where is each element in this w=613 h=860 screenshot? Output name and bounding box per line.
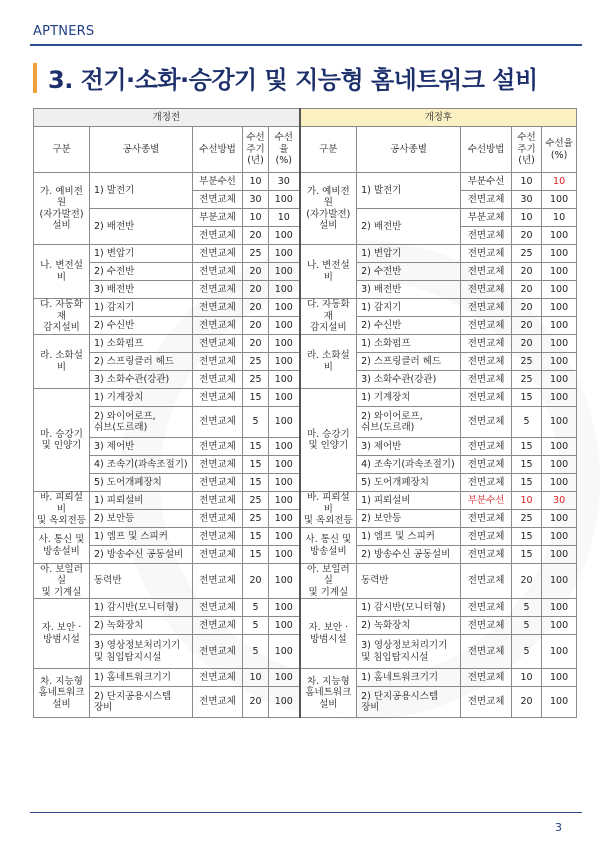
after-repair-cycle-cell: 15: [512, 389, 542, 407]
after-repair-method-cell: 전면교체: [461, 687, 512, 718]
after-repair-cycle-cell: 25: [512, 371, 542, 389]
footer-rule: [30, 812, 582, 813]
table-row: [34, 173, 577, 191]
after-repair-method-cell: 전면교체: [461, 546, 512, 564]
before-work-type-cell: 2) 수전반: [90, 263, 193, 281]
before-repair-rate-cell: 100: [269, 474, 300, 492]
after-repair-method-cell: 전면교체: [461, 263, 512, 281]
after-repair-method-cell: 전면교체: [461, 438, 512, 456]
after-repair-rate-cell: 100: [542, 335, 577, 353]
before-repair-cycle-cell: 20: [243, 687, 269, 718]
before-work-type-cell: 1) 감지기: [90, 299, 193, 317]
before-work-type-cell: 1) 발전기: [90, 173, 193, 209]
page-title: 3. 전기·소화·승강기 및 지능형 홈네트워크 설비: [48, 66, 538, 94]
after-work-type-cell: 2) 배전반: [357, 209, 461, 245]
brand-name: APTNERS: [33, 24, 95, 39]
after-repair-cycle-cell: 5: [512, 599, 542, 617]
before-repair-cycle-cell: 10: [243, 209, 269, 227]
after-repair-method-cell: 전면교체: [461, 389, 512, 407]
before-repair-method-cell: 전면교체: [193, 389, 243, 407]
after-repair-rate-cell: 100: [542, 687, 577, 718]
after-repair-method-cell: 부분수선: [461, 173, 512, 191]
after-work-type-cell: 1) 발전기: [357, 173, 461, 209]
after-repair-rate-cell: 100: [542, 438, 577, 456]
before-work-type-cell: 1) 감시반(모니터형): [90, 599, 193, 617]
after-repair-cycle-cell: 15: [512, 474, 542, 492]
after-repair-method-cell: 전면교체: [461, 317, 512, 335]
after-work-type-cell: 동력반: [357, 564, 461, 599]
after-repair-rate-header: 수선율 (%): [542, 127, 577, 173]
before-repair-cycle-cell: 5: [243, 407, 269, 438]
before-repair-method-cell: 전면교체: [193, 599, 243, 617]
after-work-type-cell: 2) 와이어로프, 쉬브(도르래): [357, 407, 461, 438]
before-repair-rate-cell: 100: [269, 687, 300, 718]
after-repair-method-cell: 전면교체: [461, 510, 512, 528]
before-repair-cycle-cell: 20: [243, 564, 269, 599]
after-repair-method-cell: 전면교체: [461, 617, 512, 635]
before-repair-method-cell: 전면교체: [193, 407, 243, 438]
table-row: [34, 492, 577, 510]
after-repair-rate-cell: 100: [542, 317, 577, 335]
after-work-type-cell: 3) 소화수관(강관): [357, 371, 461, 389]
after-work-type-cell: 1) 감시반(모니터형): [357, 599, 461, 617]
before-repair-method-cell: 전면교체: [193, 353, 243, 371]
after-repair-cycle-cell: 30: [512, 191, 542, 209]
after-repair-method-cell: 전면교체: [461, 371, 512, 389]
before-repair-rate-cell: 100: [269, 456, 300, 474]
after-repair-rate-cell: 100: [542, 191, 577, 209]
after-repair-method-cell: 전면교체: [461, 335, 512, 353]
after-repair-rate-cell: 100: [542, 263, 577, 281]
after-repair-rate-cell: 100: [542, 245, 577, 263]
before-repair-method-cell: 전면교체: [193, 546, 243, 564]
before-work-type-header: 공사종별: [90, 127, 193, 173]
after-repair-method-cell: 전면교체: [461, 245, 512, 263]
before-work-type-cell: 1) 변압기: [90, 245, 193, 263]
before-repair-rate-cell: 100: [269, 245, 300, 263]
before-work-type-cell: 2) 수신반: [90, 317, 193, 335]
after-repair-rate-cell: 100: [542, 353, 577, 371]
after-category-cell: 가. 예비전원 (자가발전) 설비: [300, 173, 357, 245]
before-repair-cycle-cell: 15: [243, 528, 269, 546]
before-repair-cycle-cell: 5: [243, 617, 269, 635]
before-repair-method-cell: 전면교체: [193, 335, 243, 353]
after-repair-method-cell: 전면교체: [461, 407, 512, 438]
after-work-type-cell: 1) 감지기: [357, 299, 461, 317]
before-repair-cycle-cell: 25: [243, 492, 269, 510]
before-category-cell: 사. 통신 및 방송설비: [34, 528, 90, 564]
before-repair-cycle-cell: 10: [243, 173, 269, 191]
after-repair-cycle-cell: 20: [512, 335, 542, 353]
before-repair-rate-cell: 100: [269, 263, 300, 281]
before-repair-rate-cell: 100: [269, 599, 300, 617]
before-repair-rate-cell: 10: [269, 209, 300, 227]
after-repair-cycle-cell: 10: [512, 209, 542, 227]
after-repair-cycle-cell: 10: [512, 669, 542, 687]
before-repair-cycle-cell: 15: [243, 474, 269, 492]
before-repair-cycle-cell: 20: [243, 299, 269, 317]
table-row: [34, 669, 577, 687]
after-repair-cycle-cell: 15: [512, 546, 542, 564]
before-repair-cycle-cell: 15: [243, 389, 269, 407]
after-work-type-cell: 5) 도어개폐장치: [357, 474, 461, 492]
after-repair-rate-cell: 100: [542, 299, 577, 317]
after-repair-rate-cell: 30: [542, 492, 577, 510]
before-work-type-cell: 1) 피뢰설비: [90, 492, 193, 510]
before-repair-cycle-cell: 20: [243, 227, 269, 245]
before-repair-rate-cell: 100: [269, 546, 300, 564]
after-repair-cycle-cell: 5: [512, 617, 542, 635]
after-repair-method-cell: 부분수선: [461, 492, 512, 510]
after-repair-rate-cell: 10: [542, 173, 577, 191]
after-repair-cycle-cell: 25: [512, 245, 542, 263]
after-work-type-cell: 1) 엠프 및 스피커: [357, 528, 461, 546]
after-repair-cycle-cell: 25: [512, 353, 542, 371]
before-work-type-cell: 5) 도어개폐장치: [90, 474, 193, 492]
table-row: [34, 564, 577, 599]
after-work-type-cell: 2) 방송수신 공동설비: [357, 546, 461, 564]
before-repair-cycle-cell: 10: [243, 669, 269, 687]
before-repair-method-cell: 전면교체: [193, 191, 243, 209]
before-repair-cycle-cell: 20: [243, 317, 269, 335]
before-repair-cycle-cell: 25: [243, 245, 269, 263]
after-repair-method-cell: 전면교체: [461, 281, 512, 299]
before-repair-method-cell: 부분교체: [193, 209, 243, 227]
after-category-cell: 라. 소화설비: [300, 335, 357, 389]
after-work-type-header: 공사종별: [357, 127, 461, 173]
after-work-type-cell: 4) 조속기(과속조절기): [357, 456, 461, 474]
after-repair-method-cell: 전면교체: [461, 353, 512, 371]
before-repair-rate-cell: 30: [269, 173, 300, 191]
before-repair-cycle-cell: 25: [243, 510, 269, 528]
before-repair-cycle-header: 수선 주기 (년): [243, 127, 269, 173]
after-repair-cycle-header: 수선 주기 (년): [512, 127, 542, 173]
after-work-type-cell: 2) 녹화장치: [357, 617, 461, 635]
after-category-cell: 바. 피뢰설비 및 옥외전등: [300, 492, 357, 528]
before-repair-cycle-cell: 20: [243, 281, 269, 299]
before-work-type-cell: 동력반: [90, 564, 193, 599]
after-category-cell: 자. 보안 · 방범시설: [300, 599, 357, 669]
after-repair-method-cell: 전면교체: [461, 227, 512, 245]
before-work-type-cell: 2) 방송수신 공동설비: [90, 546, 193, 564]
before-repair-cycle-cell: 15: [243, 546, 269, 564]
before-repair-rate-cell: 100: [269, 317, 300, 335]
after-repair-rate-cell: 100: [542, 617, 577, 635]
after-work-type-cell: 2) 스프링클러 헤드: [357, 353, 461, 371]
after-repair-method-cell: 전면교체: [461, 528, 512, 546]
before-repair-cycle-cell: 20: [243, 335, 269, 353]
table-row: [34, 299, 577, 317]
after-repair-cycle-cell: 15: [512, 456, 542, 474]
after-repair-rate-cell: 10: [542, 209, 577, 227]
before-repair-rate-cell: 100: [269, 407, 300, 438]
after-category-cell: 다. 자동화재 감지설비: [300, 299, 357, 335]
before-repair-cycle-cell: 15: [243, 456, 269, 474]
after-repair-method-header: 수선방법: [461, 127, 512, 173]
after-repair-rate-cell: 100: [542, 281, 577, 299]
after-repair-rate-cell: 100: [542, 599, 577, 617]
after-repair-cycle-cell: 20: [512, 299, 542, 317]
before-category-cell: 나. 변전설비: [34, 245, 90, 299]
before-repair-cycle-cell: 20: [243, 263, 269, 281]
after-repair-method-cell: 전면교체: [461, 191, 512, 209]
after-category-cell: 아. 보일러실 및 기계실: [300, 564, 357, 599]
before-repair-method-cell: 전면교체: [193, 669, 243, 687]
before-repair-method-cell: 전면교체: [193, 227, 243, 245]
after-repair-cycle-cell: 20: [512, 263, 542, 281]
before-category-cell: 마. 승강기 및 인양기: [34, 389, 90, 492]
before-repair-cycle-cell: 15: [243, 438, 269, 456]
after-repair-rate-cell: 100: [542, 528, 577, 546]
before-work-type-cell: 2) 녹화장치: [90, 617, 193, 635]
before-repair-rate-header: 수선율 (%): [269, 127, 300, 173]
before-repair-method-cell: 전면교체: [193, 617, 243, 635]
after-work-type-cell: 3) 배전반: [357, 281, 461, 299]
before-work-type-cell: 3) 배전반: [90, 281, 193, 299]
before-repair-cycle-cell: 5: [243, 635, 269, 669]
before-repair-method-cell: 부분수선: [193, 173, 243, 191]
after-work-type-cell: 2) 단지공용시스템 장비: [357, 687, 461, 718]
before-work-type-cell: 2) 배전반: [90, 209, 193, 245]
before-category-cell: 아. 보일러실 및 기계실: [34, 564, 90, 599]
before-repair-method-header: 수선방법: [193, 127, 243, 173]
before-repair-rate-cell: 100: [269, 669, 300, 687]
before-category-cell: 가. 예비전원 (자가발전) 설비: [34, 173, 90, 245]
after-repair-rate-cell: 100: [542, 407, 577, 438]
before-repair-rate-cell: 100: [269, 227, 300, 245]
after-work-type-cell: 2) 보안등: [357, 510, 461, 528]
after-work-type-cell: 3) 제어반: [357, 438, 461, 456]
before-work-type-cell: 2) 보안등: [90, 510, 193, 528]
table-row: [34, 245, 577, 263]
after-repair-method-cell: 전면교체: [461, 564, 512, 599]
after-repair-cycle-cell: 20: [512, 564, 542, 599]
before-repair-rate-cell: 100: [269, 389, 300, 407]
before-repair-cycle-cell: 30: [243, 191, 269, 209]
page-number: 3: [555, 821, 562, 834]
before-revision-header: 개정전: [34, 109, 300, 127]
before-work-type-cell: 1) 기계장치: [90, 389, 193, 407]
after-work-type-cell: 1) 홈네트워크기기: [357, 669, 461, 687]
after-repair-cycle-cell: 5: [512, 407, 542, 438]
after-repair-rate-cell: 100: [542, 669, 577, 687]
before-repair-cycle-cell: 25: [243, 353, 269, 371]
before-work-type-cell: 3) 영상정보처리기기 및 침입탐지시설: [90, 635, 193, 669]
before-work-type-cell: 2) 스프링클러 헤드: [90, 353, 193, 371]
title-accent-bar: [33, 63, 37, 93]
after-repair-rate-cell: 100: [542, 510, 577, 528]
after-work-type-cell: 1) 변압기: [357, 245, 461, 263]
after-repair-rate-cell: 100: [542, 371, 577, 389]
after-repair-rate-cell: 100: [542, 456, 577, 474]
before-work-type-cell: 4) 조속기(과속조절기): [90, 456, 193, 474]
table-row: [34, 335, 577, 353]
after-repair-method-cell: 전면교체: [461, 474, 512, 492]
table-row: [34, 389, 577, 407]
table-row: [34, 528, 577, 546]
before-repair-method-cell: 전면교체: [193, 299, 243, 317]
after-repair-cycle-cell: 10: [512, 492, 542, 510]
before-repair-method-cell: 전면교체: [193, 371, 243, 389]
before-work-type-cell: 2) 단지공용시스템 장비: [90, 687, 193, 718]
before-repair-rate-cell: 100: [269, 191, 300, 209]
before-category-cell: 라. 소화설비: [34, 335, 90, 389]
after-category-cell: 마. 승강기 및 인양기: [300, 389, 357, 492]
after-repair-cycle-cell: 5: [512, 635, 542, 669]
after-work-type-cell: 2) 수전반: [357, 263, 461, 281]
before-repair-rate-cell: 100: [269, 371, 300, 389]
before-repair-method-cell: 전면교체: [193, 245, 243, 263]
before-repair-method-cell: 전면교체: [193, 281, 243, 299]
before-repair-method-cell: 전면교체: [193, 317, 243, 335]
before-category-cell: 다. 자동화재 감지설비: [34, 299, 90, 335]
before-work-type-cell: 1) 홈네트워크기기: [90, 669, 193, 687]
before-repair-rate-cell: 100: [269, 528, 300, 546]
before-category-header: 구분: [34, 127, 90, 173]
after-repair-rate-cell: 100: [542, 227, 577, 245]
before-repair-method-cell: 전면교체: [193, 438, 243, 456]
after-revision-header: 개정후: [300, 109, 577, 127]
before-work-type-cell: 1) 엠프 및 스피커: [90, 528, 193, 546]
before-repair-method-cell: 전면교체: [193, 474, 243, 492]
before-work-type-cell: 2) 와이어로프, 쉬브(도르래): [90, 407, 193, 438]
before-repair-rate-cell: 100: [269, 299, 300, 317]
after-repair-cycle-cell: 20: [512, 227, 542, 245]
after-repair-rate-cell: 100: [542, 389, 577, 407]
table-row: [34, 599, 577, 617]
before-repair-method-cell: 전면교체: [193, 564, 243, 599]
before-repair-method-cell: 전면교체: [193, 635, 243, 669]
after-category-cell: 차. 지능형 홈네트워크 설비: [300, 669, 357, 718]
before-repair-rate-cell: 100: [269, 492, 300, 510]
before-repair-method-cell: 전면교체: [193, 492, 243, 510]
after-repair-cycle-cell: 10: [512, 173, 542, 191]
header-rule: [30, 44, 582, 46]
after-repair-method-cell: 전면교체: [461, 599, 512, 617]
after-category-header: 구분: [300, 127, 357, 173]
after-work-type-cell: 1) 소화펌프: [357, 335, 461, 353]
after-repair-method-cell: 전면교체: [461, 456, 512, 474]
before-work-type-cell: 1) 소화펌프: [90, 335, 193, 353]
after-work-type-cell: 1) 피뢰설비: [357, 492, 461, 510]
after-repair-method-cell: 전면교체: [461, 669, 512, 687]
before-repair-rate-cell: 100: [269, 510, 300, 528]
after-repair-rate-cell: 100: [542, 564, 577, 599]
before-repair-rate-cell: 100: [269, 281, 300, 299]
after-repair-method-cell: 전면교체: [461, 635, 512, 669]
before-repair-rate-cell: 100: [269, 617, 300, 635]
before-repair-rate-cell: 100: [269, 335, 300, 353]
before-category-cell: 자. 보안 · 방범시설: [34, 599, 90, 669]
before-repair-method-cell: 전면교체: [193, 687, 243, 718]
before-repair-method-cell: 전면교체: [193, 510, 243, 528]
after-repair-cycle-cell: 15: [512, 528, 542, 546]
after-repair-rate-cell: 100: [542, 546, 577, 564]
before-repair-cycle-cell: 5: [243, 599, 269, 617]
after-repair-method-cell: 부분교체: [461, 209, 512, 227]
after-repair-cycle-cell: 15: [512, 438, 542, 456]
before-category-cell: 바. 피뢰설비 및 옥외전등: [34, 492, 90, 528]
after-category-cell: 사. 통신 및 방송설비: [300, 528, 357, 564]
before-repair-rate-cell: 100: [269, 438, 300, 456]
after-work-type-cell: 3) 영상정보처리기기 및 침입탐지시설: [357, 635, 461, 669]
before-category-cell: 차. 지능형 홈네트워크 설비: [34, 669, 90, 718]
after-repair-cycle-cell: 25: [512, 510, 542, 528]
repair-cycle-table: [33, 108, 577, 718]
after-repair-rate-cell: 100: [542, 474, 577, 492]
before-repair-cycle-cell: 25: [243, 371, 269, 389]
before-repair-rate-cell: 100: [269, 353, 300, 371]
after-work-type-cell: 1) 기계장치: [357, 389, 461, 407]
before-repair-method-cell: 전면교체: [193, 456, 243, 474]
after-work-type-cell: 2) 수신반: [357, 317, 461, 335]
before-work-type-cell: 3) 소화수관(강관): [90, 371, 193, 389]
after-repair-cycle-cell: 20: [512, 317, 542, 335]
after-category-cell: 나. 변전설비: [300, 245, 357, 299]
after-repair-method-cell: 전면교체: [461, 299, 512, 317]
after-repair-cycle-cell: 20: [512, 687, 542, 718]
before-repair-method-cell: 전면교체: [193, 528, 243, 546]
before-repair-method-cell: 전면교체: [193, 263, 243, 281]
after-repair-rate-cell: 100: [542, 635, 577, 669]
after-repair-cycle-cell: 20: [512, 281, 542, 299]
before-work-type-cell: 3) 제어반: [90, 438, 193, 456]
before-repair-rate-cell: 100: [269, 564, 300, 599]
before-repair-rate-cell: 100: [269, 635, 300, 669]
